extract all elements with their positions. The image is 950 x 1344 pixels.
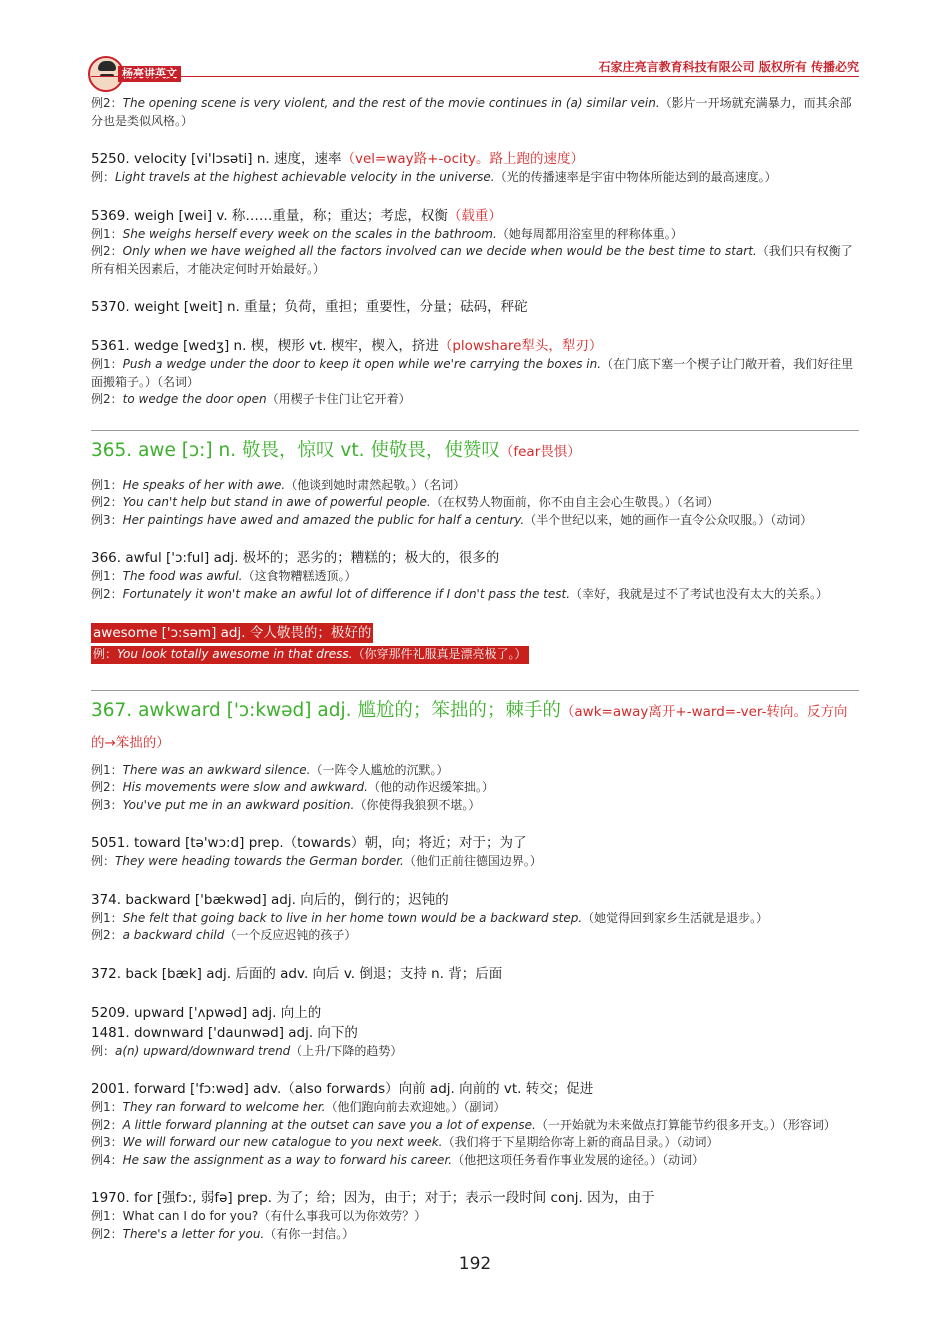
- example-line: 例1：The food was awful.（这食物糟糕透顶。）: [91, 569, 357, 583]
- example-line: 例3：You've put me in an awkward position.（你使得我狼狈不堪。）: [91, 797, 481, 812]
- entry-weigh: 5369. weigh [wei] v. 称……重量，称；重达；考虑，权衡（载重）: [91, 207, 502, 224]
- example-line: 例3：Her paintings have awed and amazed the public for half a century.（半个世纪以来，她的画作一直令公众叹服。）（动词）: [91, 512, 813, 527]
- example-line: 例3：We will forward our new catalogue to you next week.（我们将于下星期给你寄上新的商品目录。）（动词）: [91, 1135, 719, 1149]
- entry-toward: 5051. toward [tə'wɔ:d] prep.（towards）朝，向；将近；对于；为了: [91, 835, 527, 851]
- entry-awkward: 367. awkward ['ɔ:kwəd] adj. 尴尬的；笨拙的；棘手的（awk=away离开+-ward=-ver-转向。反方向的→笨拙的）: [91, 699, 848, 751]
- example-line: 例1：Push a wedge under the door to keep it open while we're carrying the boxes in.（在门底下塞一个楔子让门敞开着，我们好往里面搬箱子。）（名词）: [91, 357, 854, 389]
- example-line: 例2：A little forward planning at the outset can save you a lot of expense.（一开始就为未来做点打算能节约很多开支。）（形容词）: [91, 1117, 836, 1132]
- example-line: 例：Light travels at the highest achievable velocity in the universe.（光的传播速率是宇宙中物体所能达到的最高速度。）: [91, 170, 777, 184]
- entry-wedge: 5361. wedge [wedʒ] n. 楔，楔形 vt. 楔牢，楔入，挤进（plowshare犁头，犁刃）: [91, 338, 603, 354]
- example-line: 例2：His movements were slow and awkward.（他的动作迟缓笨拙。）: [91, 780, 494, 794]
- example-line: 例：You look totally awesome in that dress.（你穿那件礼服真是漂亮极了。）: [91, 646, 529, 664]
- brand-logo: [88, 56, 188, 92]
- page-number: 192: [458, 1254, 492, 1274]
- copyright-notice: 石家庄亮言教育科技有限公司 版权所有 传播必究: [598, 60, 859, 74]
- entry-awesome: awesome ['ɔ:səm] adj. 令人敬畏的；极好的: [93, 625, 372, 641]
- example-line: 例2：Only when we have weighed all the factors involved can we decide when would be the best time to start.（我们只有权衡了所有相关因素后，才能决定何时开始最好。）: [91, 244, 853, 276]
- example-line: 例2：You can't help but stand in awe of powerful people.（在权势人物面前，你不由自主会心生敬畏。）（名词）: [91, 495, 719, 509]
- entry-downward: 1481. downward ['daunwəd] adj. 向下的: [91, 1024, 358, 1041]
- header-divider: [91, 76, 859, 77]
- example-line: 例2：to wedge the door open（用楔子卡住门让它开着）: [91, 392, 411, 406]
- example-line: 例2：There's a letter for you.（有你一封信。）: [91, 1226, 355, 1241]
- entry-awful: 366. awful ['ɔ:ful] adj. 极坏的；恶劣的；糟糕的；极大的，很多的: [91, 550, 500, 566]
- page-header: [0, 0, 950, 95]
- example-line: 例1：What can I do for you?（有什么事我可以为你效劳？）: [91, 1209, 427, 1223]
- entry-for: 1970. for [强fɔ:, 弱fə] prep. 为了；给；因为，由于；对于；表示一段时间 conj. 因为，由于: [91, 1190, 655, 1206]
- example-line: 例2：Fortunately it won't make an awful lot of difference if I don't pass the test.（幸好，我就是过不了考试也没有太大的关系。）: [91, 586, 829, 601]
- page-content: [91, 95, 859, 1243]
- example-line: 例1：She felt that going back to live in her home town would be a backward step.（她觉得回到家乡生活就是退步。）: [91, 910, 769, 925]
- entry-velocity: 5250. velocity [vi'lɔsəti] n. 速度，速率（vel=way路+-ocity。路上跑的速度）: [91, 151, 585, 167]
- example-line: 例1：He speaks of her with awe.（他谈到她时肃然起敬。）（名词）: [91, 477, 466, 492]
- example-line: 例2：The opening scene is very violent, and the rest of the movie continues in (a) similar vein.（影片一开场就充满暴力，而其余部分也是类似风格。）: [91, 96, 852, 128]
- entry-upward: 5209. upward ['ʌpwəd] adj. 向上的: [91, 1004, 322, 1021]
- example-line: 例1：They ran forward to welcome her.（他们跑向前去欢迎她。）（副词）: [91, 1100, 506, 1114]
- example-line: 例：They were heading towards the German border.（他们正前往德国边界。）: [91, 854, 542, 868]
- highlight-block: [91, 622, 859, 664]
- entry-awe: 365. awe [ɔ:] n. 敬畏，惊叹 vt. 使敬畏，使赞叹（fear畏惧）: [91, 439, 581, 461]
- entry-weight: 5370. weight [weit] n. 重量；负荷，重担；重要性，分量；砝码，秤砣: [91, 299, 528, 315]
- example-line: 例：a(n) upward/downward trend（上升/下降的趋势）: [91, 1043, 403, 1058]
- logo-text: 杨亮讲英文: [118, 66, 181, 82]
- entry-backward: 374. backward ['bækwəd] adj. 向后的，倒行的；迟钝的: [91, 891, 449, 908]
- example-line: 例4：He saw the assignment as a way to forward his career.（他把这项任务看作事业发展的途径。）（动词）: [91, 1152, 705, 1167]
- entry-forward: 2001. forward ['fɔ:wəd] adv.（also forwards）向前 adj. 向前的 vt. 转交；促进: [91, 1081, 594, 1097]
- entry-back: 372. back [bæk] adj. 后面的 adv. 向后 v. 倒退；支持 n. 背；后面: [91, 965, 503, 982]
- example-line: 例2：a backward child（一个反应迟钝的孩子）: [91, 928, 357, 942]
- example-line: 例1：There was an awkward silence.（一阵令人尴尬的沉默。）: [91, 762, 449, 777]
- example-line: 例1：She weighs herself every week on the scales in the bathroom.（她每周都用浴室里的秤称体重。）: [91, 226, 683, 241]
